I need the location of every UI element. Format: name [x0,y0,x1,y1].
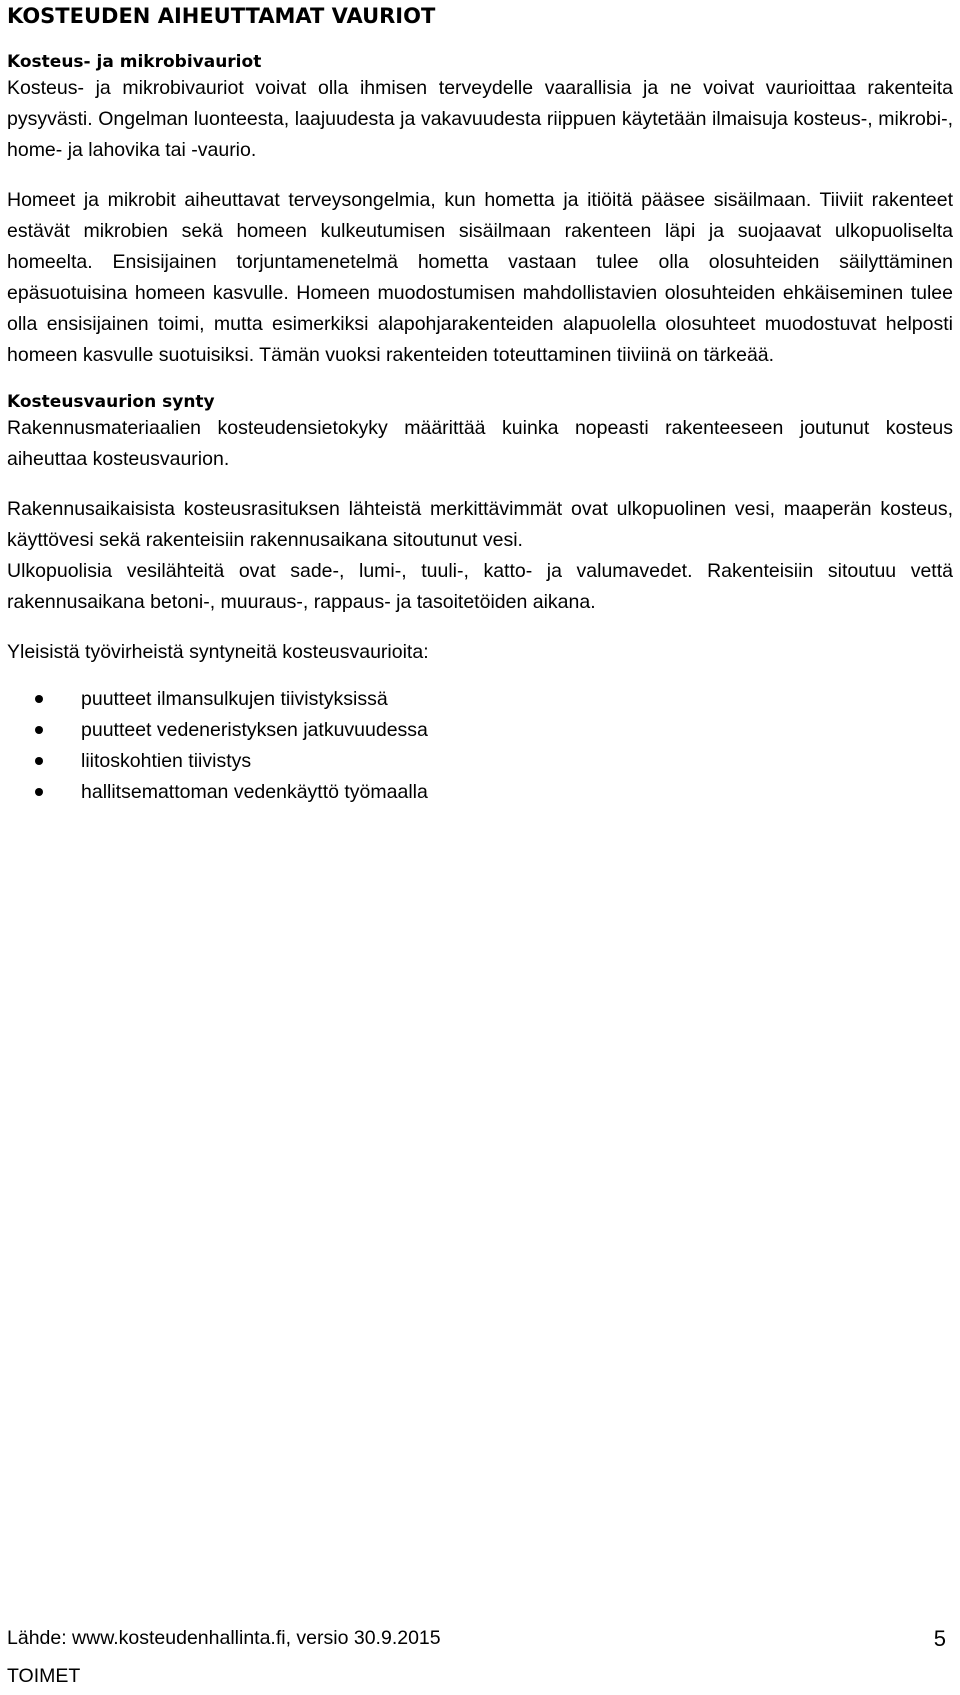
section-heading-moisture-damage: Kosteusvaurion synty [7,392,215,412]
footer-organization: TOIMET [7,1665,81,1687]
paragraph-moisture-sources: Rakennusaikaisista kosteusrasituksen lähteistä merkittävimmät ovat ulkopuolinen vesi, maaperän kosteus, käyttövesi sekä rakenteisiin rakennusaikana sitoutunut vesi. [7,498,953,551]
footer-source: Lähde: www.kosteudenhallinta.fi, versio 30.9.2015 [7,1627,441,1649]
list-item [7,684,953,715]
bullet-icon [35,726,43,734]
page-number: 5 [933,1626,946,1651]
bullet-icon [35,788,43,796]
list-item-text: puutteet ilmansulkujen tiivistyksissä [81,688,388,710]
document-title: KOSTEUDEN AIHEUTTAMAT VAURIOT [7,4,436,28]
bullet-icon [35,757,43,765]
paragraph-mold-health: Homeet ja mikrobit aiheuttavat terveysongelmia, kun hometta ja itiöitä pääsee sisäilmaan. Tiiviit rakenteet estävät mikrobien sekä homeen kulkeutumisen sisäilmaan rakenteen läpi ja suojaavat ulkopuoliselta homeelta. Ensisijainen torjuntamenetelmä hometta vastaan tulee olla olosuhteiden säilyttäminen epäsuotuisina homeen kasvulle. Homeen muodostumisen mahdollistavien olosuhteiden ehkäiseminen tulee olla ensisijainen toimi, mutta esimerkiksi alapohjarakenteiden alapuolella olosuhteet muodostuvat helposti homeen kasvulle suotuisiksi. Tämän vuoksi rakenteiden toteuttaminen tiiviinä on tärkeää. [7,189,953,366]
paragraph-material-tolerance: Rakennusmateriaalien kosteudensietokyky määrittää kuinka nopeasti rakenteeseen joutunut kosteus aiheuttaa kosteusvaurion. [7,417,953,470]
list-item [7,777,953,808]
list-item-text: hallitsemattoman vedenkäyttö työmaalla [81,781,428,803]
list-item-text: puutteet vedeneristyksen jatkuvuudessa [81,719,428,741]
defect-list [7,684,953,808]
bullet-icon [35,695,43,703]
section-heading-mold: Kosteus- ja mikrobivauriot [7,52,262,72]
paragraph-external-water: Ulkopuolisia vesilähteitä ovat sade-, lumi-, tuuli-, katto- ja valumavedet. Rakenteisiin sitoutuu vettä rakennusaikana betoni-, muuraus-, rappaus- ja tasoitetöiden aikana. [7,560,953,613]
paragraph-mold-intro: Kosteus- ja mikrobivauriot voivat olla ihmisen terveydelle vaarallisia ja ne voivat vaurioittaa rakenteita pysyvästi. Ongelman luonteesta, laajuudesta ja vakavuudesta riippuen käytetään ilmaisuja kosteus-, mikrobi-, home- ja lahovika tai -vaurio. [7,77,953,161]
list-item [7,746,953,777]
list-item-text: liitoskohtien tiivistys [81,750,252,772]
list-item [7,715,953,746]
paragraph-list-intro: Yleisistä työvirheistä syntyneitä kosteusvaurioita: [7,641,429,663]
document-page [7,0,953,808]
